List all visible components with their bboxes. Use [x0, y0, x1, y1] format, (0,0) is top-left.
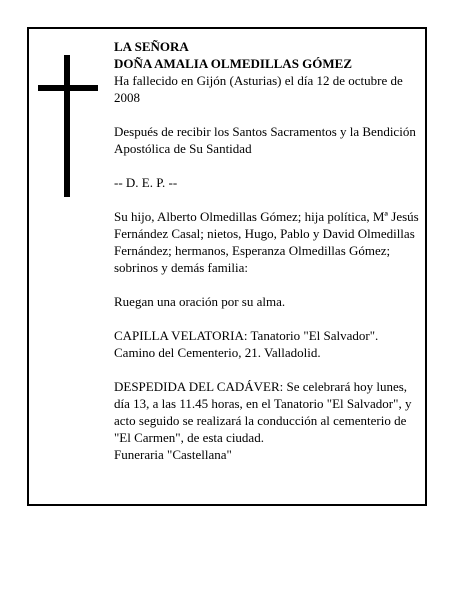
cross-horizontal-bar: [38, 85, 98, 91]
death-notice: Ha fallecido en Gijón (Asturias) el día 12 de octubre de 2008: [114, 73, 403, 105]
chapel-info: CAPILLA VELATORIA: Tanatorio "El Salvador". Camino del Cementerio, 21. Valladolid.: [114, 328, 379, 360]
sacraments-text: Después de recibir los Santos Sacramentos y la Bendición Apostólica de Su Santidad: [114, 124, 416, 156]
funeral-home: Funeraria "Castellana": [114, 447, 232, 462]
cross-vertical-bar: [64, 55, 70, 197]
dep-text: -- D. E. P. --: [114, 175, 178, 190]
prayer-request: Ruegan una oración por su alma.: [114, 294, 286, 309]
deceased-name: DOÑA AMALIA OLMEDILLAS GÓMEZ: [114, 56, 353, 71]
title-line-1: LA SEÑORA: [114, 39, 189, 54]
family-text: Su hijo, Alberto Olmedillas Gómez; hija política, Mª Jesús Fernández Casal; nietos, Hugo, Pablo y David Olmedillas Fernández; hermanos, Esperanza Olmedillas Gómez; sobrinos y demás familia:: [114, 209, 419, 275]
cross-icon: [38, 55, 98, 197]
obituary-text: [114, 38, 422, 463]
farewell-info: DESPEDIDA DEL CADÁVER: Se celebrará hoy lunes, día 13, a las 11.45 horas, en el Tanatorio "El Salvador", y acto seguido se realizará la conducción al cementerio de "El Carmen", de esta ciudad.: [114, 379, 412, 445]
